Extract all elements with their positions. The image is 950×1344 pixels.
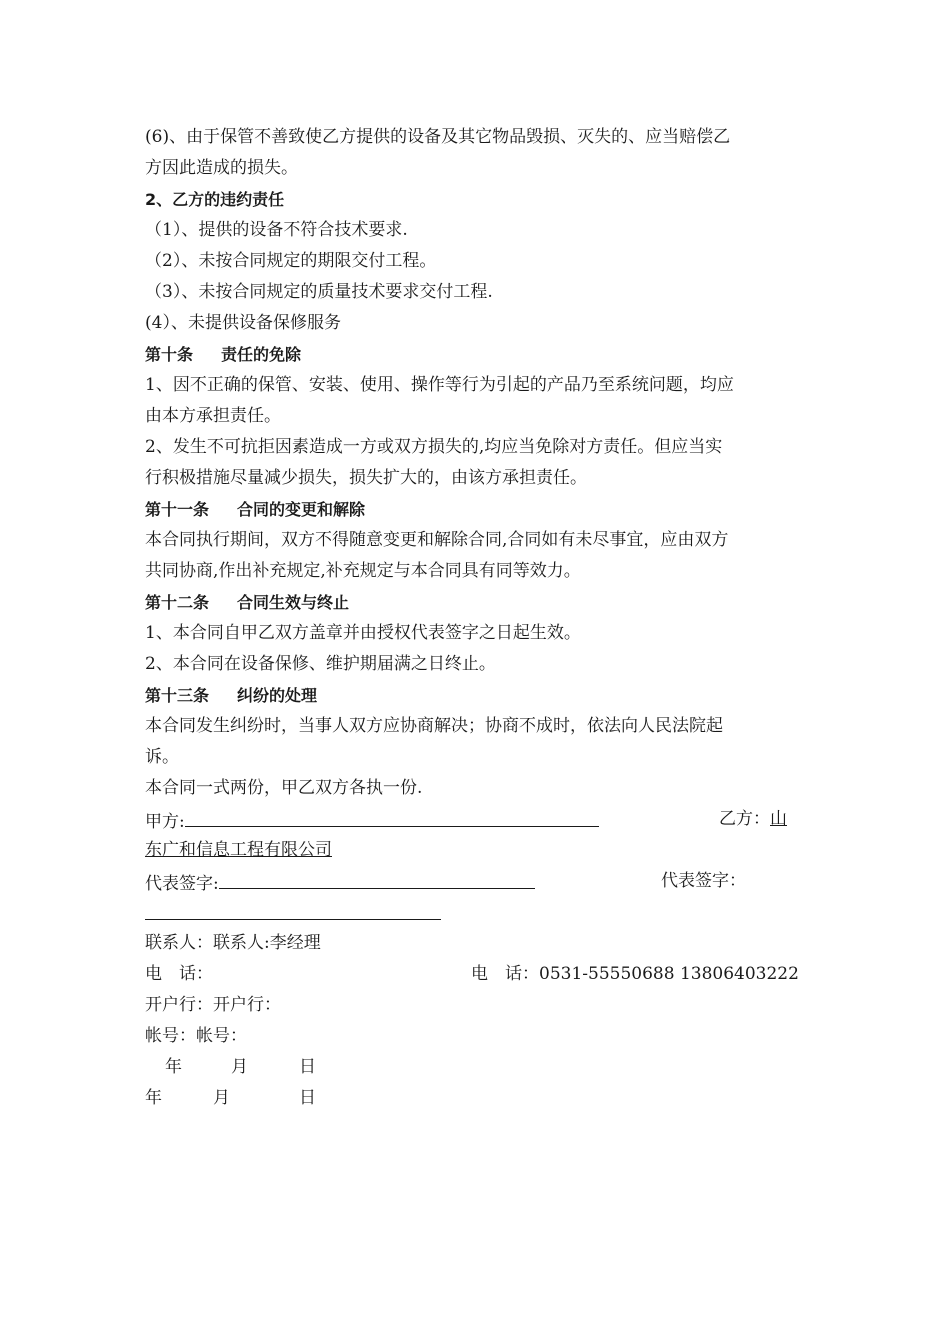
article-10-number: 第十条	[145, 345, 194, 364]
rep-a-label: 代表签字:	[145, 874, 219, 894]
article-12-number: 第十二条	[145, 593, 210, 612]
date-b-month: 月	[213, 1088, 230, 1108]
date-b-day: 日	[299, 1088, 316, 1108]
article-10-p1-line-2: 由本方承担责任。	[145, 406, 281, 426]
section-2-heading: 2、乙方的违约责任	[145, 190, 285, 209]
clause-6-line-2: 方因此造成的损失。	[145, 158, 298, 178]
rep-b-blank	[145, 897, 441, 920]
article-13-line-1: 本合同发生纠纷时，当事人双方应协商解决；协商不成时，依法向人民法院起	[145, 716, 723, 736]
rep-b-label: 代表签字：	[661, 871, 746, 891]
party-b-block	[719, 804, 787, 835]
party-b-label: 乙方：	[719, 809, 770, 829]
bank-line: 开户行：开户行：	[145, 995, 281, 1015]
party-a-blank	[185, 804, 599, 827]
list-item-3: （3）、未按合同规定的质量技术要求交付工程.	[145, 282, 493, 302]
article-10-p1-line-1: 1、因不正确的保管、安装、使用、操作等行为引起的产品乃至系统问题，均应	[145, 375, 734, 395]
date-a-year: 年	[165, 1057, 182, 1077]
party-b-name-line	[145, 835, 810, 866]
list-item-4: (4）、未提供设备保修服务	[145, 313, 341, 333]
representative-line	[145, 866, 810, 897]
list-item-1: （1）、提供的设备不符合技术要求.	[145, 220, 408, 240]
article-11-title: 合同的变更和解除	[237, 500, 366, 519]
copies-statement: 本合同一式两份，甲乙双方各执一份.	[145, 778, 423, 798]
phone-b: 电 话：0531-55550688 13806403222	[471, 964, 799, 984]
party-b-name-rest: 东广和信息工程有限公司	[145, 840, 332, 860]
article-10-title: 责任的免除	[221, 345, 302, 364]
article-10-p2-line-2: 行积极措施尽量减少损失，损失扩大的，由该方承担责任。	[145, 468, 587, 488]
date-a-month: 月	[231, 1057, 248, 1077]
date-line-b	[145, 1083, 810, 1114]
article-12-line-2: 2、本合同在设备保修、维护期届满之日终止。	[145, 654, 496, 674]
article-11-line-2: 共同协商,作出补充规定,补充规定与本合同具有同等效力。	[145, 561, 581, 581]
contact-line: 联系人：联系人:李经理	[145, 933, 321, 953]
article-10-p2-line-1: 2、发生不可抗拒因素造成一方或双方损失的,均应当免除对方责任。但应当实	[145, 437, 723, 457]
clause-6-line-1: (6)、由于保管不善致使乙方提供的设备及其它物品毁损、灭失的、应当赔偿乙	[145, 127, 731, 147]
rep-b-blank-line	[145, 897, 810, 928]
date-line-a	[145, 1052, 810, 1083]
article-13-number: 第十三条	[145, 686, 210, 705]
contract-page	[145, 122, 810, 1114]
article-13-heading	[145, 680, 810, 711]
article-12-line-1: 1、本合同自甲乙双方盖章并由授权代表签字之日起生效。	[145, 623, 581, 643]
account-line: 帐号：帐号：	[145, 1026, 247, 1046]
rep-a-blank	[219, 866, 535, 889]
article-13-title: 纠纷的处理	[237, 686, 318, 705]
phone-a: 电 话：	[145, 964, 213, 984]
phone-line	[145, 959, 810, 990]
date-b-year: 年	[145, 1088, 162, 1108]
article-12-title: 合同生效与终止	[237, 593, 350, 612]
article-13-line-2: 诉。	[145, 747, 179, 767]
article-12-heading	[145, 587, 810, 618]
article-11-line-1: 本合同执行期间，双方不得随意变更和解除合同,合同如有未尽事宜，应由双方	[145, 530, 729, 550]
article-11-number: 第十一条	[145, 500, 210, 519]
article-10-heading	[145, 339, 810, 370]
article-11-heading	[145, 494, 810, 525]
list-item-2: （2）、未按合同规定的期限交付工程。	[145, 251, 437, 271]
party-b-name-start: 山	[770, 809, 787, 829]
party-a-label: 甲方:	[145, 812, 185, 832]
party-line	[145, 804, 810, 835]
date-a-day: 日	[299, 1057, 316, 1077]
